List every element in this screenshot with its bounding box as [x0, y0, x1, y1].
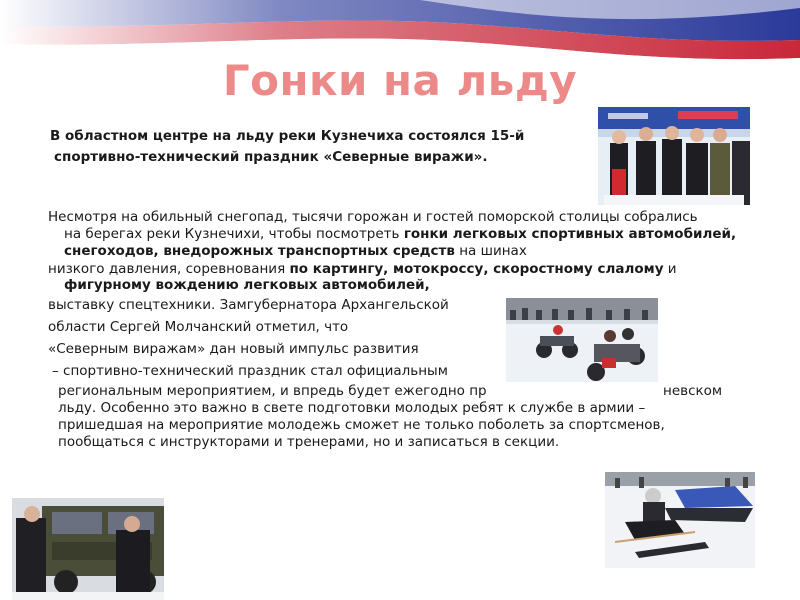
snowmobile-photo — [605, 472, 755, 568]
slide-title: Гонки на льду — [222, 56, 578, 105]
paragraph-line-7: области Сергей Молчанский отметил, что — [48, 319, 349, 335]
paragraph-bold-text: фигурному вождению легковых автомобилей, — [64, 277, 430, 293]
paragraph-line-10a: региональным мероприятием, и впредь будет ежегодно пр — [58, 383, 487, 399]
paragraph-bold-text: снегоходов, внедорожных транспортных средств — [64, 243, 455, 259]
paragraph-line-3 — [64, 243, 527, 260]
intro-line-2: спортивно-технический праздник «Северные виражи». — [54, 149, 488, 165]
paragraph-line-13: пообщаться с инструкторами и тренерами, но и записаться в секции. — [58, 434, 560, 450]
intro-line-1: В областном центре на льду реки Кузнечиха состоялся 15-й — [50, 128, 525, 144]
paragraph-text: на шинах — [459, 243, 527, 259]
paragraph-line-1: Несмотря на обильный снегопад, тысячи горожан и гостей поморской столицы собрались — [48, 209, 698, 225]
paragraph-text: и — [667, 261, 677, 277]
paragraph-line-2 — [64, 226, 736, 243]
paragraph-line-12: пришедшая на мероприятие молодежь сможет не только поболеть за спортсменов, — [58, 417, 665, 433]
suv-photo — [12, 498, 164, 600]
paragraph-line-8: «Северным виражам» дан новый импульс развития — [48, 341, 419, 357]
paragraph-line-9: – спортивно-технический праздник стал официальным — [52, 363, 448, 379]
officials-photo — [598, 107, 750, 205]
paragraph-line-6: выставку спецтехники. Замгубернатора Архангельской — [48, 297, 449, 313]
paragraph-bold-text: по картингу, мотокроссу, скоростному слалому — [289, 261, 664, 277]
paragraph-line-5 — [64, 277, 430, 294]
paragraph-text: низкого давления, соревнования — [48, 261, 286, 277]
paragraph-line-4 — [48, 261, 677, 278]
paragraph-line-11: льду. Особенно это важно в свете подготовки молодых ребят к службе в армии – — [58, 400, 646, 416]
sidecar-race-photo — [506, 298, 658, 382]
paragraph-bold-text: гонки легковых спортивных автомобилей, — [403, 226, 737, 242]
intro-paragraph — [50, 126, 590, 168]
paragraph-text: на берегах реки Кузнечихи, чтобы посмотреть — [64, 226, 400, 242]
paragraph-line-10b: невском — [663, 383, 723, 399]
